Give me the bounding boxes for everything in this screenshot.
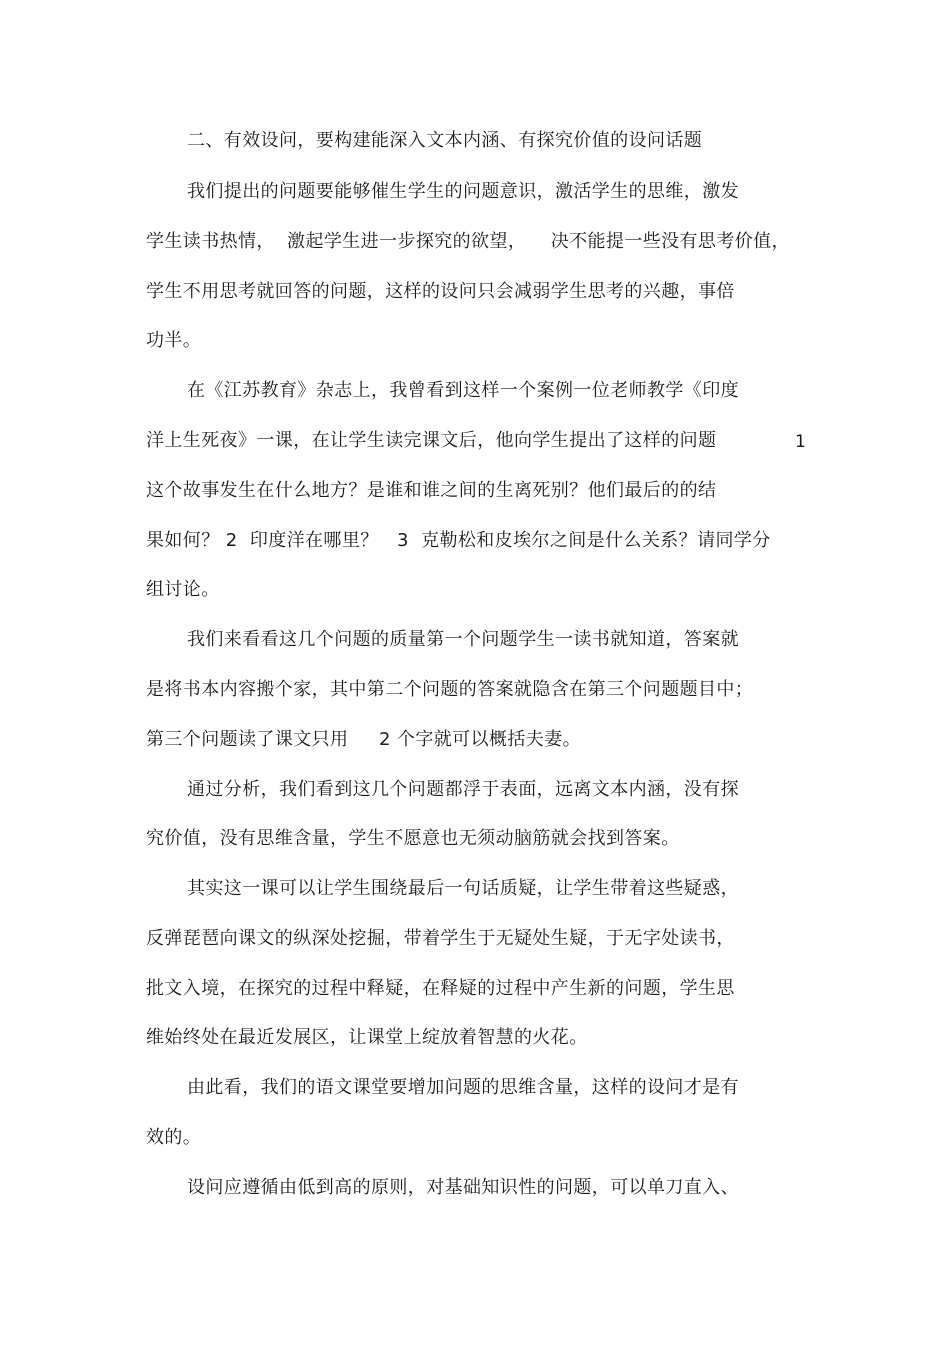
paragraph-line: 维始终处在最近发展区，让课堂上绽放着智慧的火花。 <box>146 1027 588 1048</box>
paragraph-line: 这个故事发生在什么地方？是谁和谁之间的生离死别？他们最后的的结 <box>146 480 717 501</box>
paragraph-line: 我们提出的问题要能够催生学生的问题意识，激活学生的思维，激发 <box>187 181 739 202</box>
paragraph-line: 效的。 <box>146 1127 202 1148</box>
paragraph-line: 究价值，没有思维含量，学生不愿意也无须动脑筋就会找到答案。 <box>146 828 680 849</box>
paragraph-line: 是将书本内容搬个家，其中第二个问题的答案就隐含在第三个问题题目中； <box>146 679 754 700</box>
paragraph-line: 组讨论。 <box>146 579 220 600</box>
paragraph-line: 设问应遵循由低到高的原则，对基础知识性的问题，可以单刀直入、 <box>187 1177 739 1198</box>
paragraph-line: 果如何？ 2 印度洋在哪里？ 3 克勒松和皮埃尔之间是什么关系？请同学分 <box>146 530 771 551</box>
paragraph-line: 通过分析，我们看到这几个问题都浮于表面，远离文本内涵，没有探 <box>187 779 739 800</box>
paragraph-line: 功半。 <box>146 330 202 351</box>
paragraph-line: 第三个问题读了课文只用 2 个字就可以概括夫妻。 <box>146 729 581 750</box>
paragraph-line: 由此看，我们的语文课堂要增加问题的思维含量，这样的设问才是有 <box>187 1077 739 1098</box>
section-heading: 二、有效设问，要构建能深入文本内涵、有探究价值的设问话题 <box>187 130 703 151</box>
paragraph-line: 学生读书热情， 激起学生进一步探究的欲望， 决不能提一些没有思考价值， <box>146 231 790 252</box>
paragraph-line: 在《江苏教育》杂志上，我曾看到这样一个案例一位老师教学《印度 <box>187 380 739 401</box>
margin-number: 1 <box>795 432 806 452</box>
paragraph-line: 其实这一课可以让学生围绕最后一句话质疑，让学生带着这些疑惑， <box>187 878 739 899</box>
paragraph-line: 学生不用思考就回答的问题，这样的设问只会减弱学生思考的兴趣，事倍 <box>146 281 735 302</box>
paragraph-line: 反弹琵琶向课文的纵深处挖掘，带着学生于无疑处生疑，于无字处读书， <box>146 928 735 949</box>
paragraph-line: 批文入境，在探究的过程中释疑，在释疑的过程中产生新的问题，学生思 <box>146 978 735 999</box>
paragraph-line: 我们来看看这几个问题的质量第一个问题学生一读书就知道，答案就 <box>187 629 739 650</box>
paragraph-line: 洋上生死夜》一课，在让学生读完课文后，他向学生提出了这样的问题 <box>146 430 717 451</box>
